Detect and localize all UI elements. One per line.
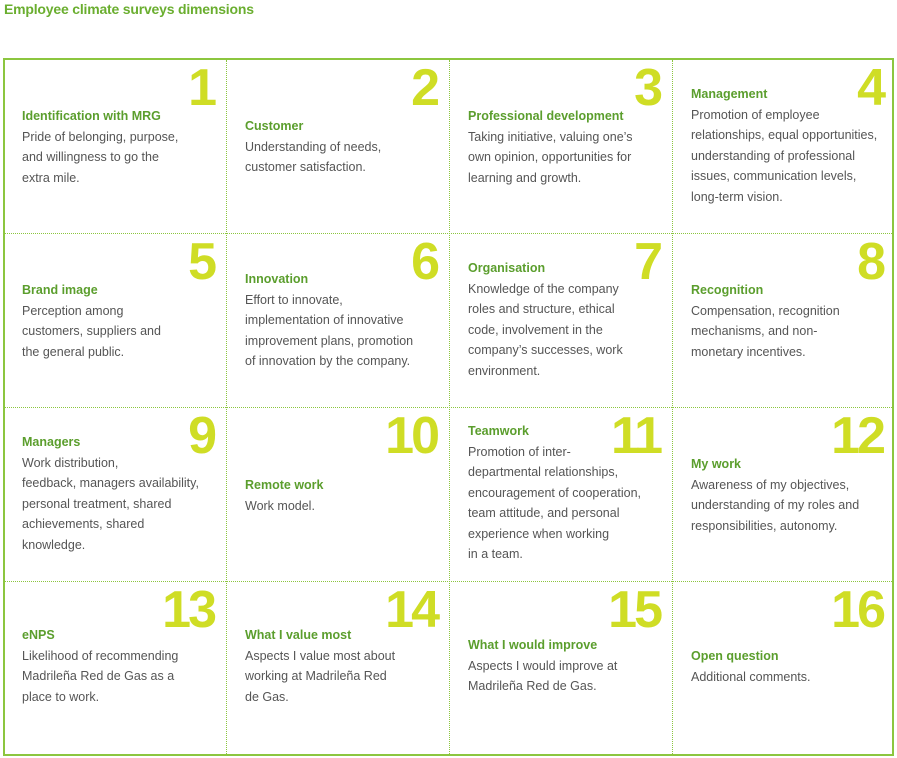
dimension-description-line: extra mile. (22, 170, 80, 185)
dimension-heading: Organisation (468, 261, 546, 275)
dimension-number: 6 (411, 233, 437, 291)
dimension-description-line: customer satisfaction. (245, 160, 366, 174)
dimension-description-line: company’s successes, work (468, 343, 623, 357)
dimension-description-line: knowledge. (22, 537, 86, 552)
dimension-heading: Customer (245, 119, 304, 133)
dimension-number: 4 (857, 59, 883, 117)
dimension-description-line: Promotion of employee (691, 107, 820, 122)
dimension-cell-15 (450, 580, 672, 754)
dimension-cell-8 (673, 232, 895, 406)
dimension-description-line: Aspects I would improve at (468, 658, 618, 673)
dimension-description-line: Work distribution, (22, 455, 119, 470)
dimension-description-line: de Gas. (245, 689, 289, 704)
dimension-number: 14 (385, 581, 437, 639)
dimension-number: 10 (385, 407, 437, 465)
dimension-description-line: Effort to innovate, (245, 292, 343, 307)
dimension-description-line: own opinion, opportunities for (468, 150, 632, 164)
dimension-description-line: environment. (468, 363, 541, 378)
dimension-number: 13 (162, 581, 214, 639)
dimension-description-line: Madrileña Red de Gas. (468, 679, 597, 693)
dimension-description-line: experience when working (468, 526, 610, 541)
dimension-heading: Innovation (245, 272, 309, 286)
dimension-description-line: Additional comments. (691, 669, 811, 684)
dimension-heading: My work (691, 457, 742, 471)
dimension-description-line: place to work. (22, 689, 100, 704)
dimension-heading: Recognition (691, 283, 764, 297)
dimension-description-line: the general public. (22, 344, 125, 359)
dimension-description-line: Aspects I value most about (245, 648, 396, 663)
dimension-description-line: Compensation, recognition (691, 303, 840, 318)
dimension-description-line: encouragement of cooperation, (468, 485, 642, 500)
dimension-cell-16 (673, 580, 895, 754)
dimension-description-line: Perception among (22, 303, 124, 318)
dimension-description-line: team attitude, and personal (468, 506, 620, 520)
dimension-number: 5 (188, 233, 214, 291)
dimension-heading: Identification with MRG (22, 109, 161, 123)
dimension-description-line: Understanding of needs, (245, 139, 382, 154)
dimension-cell-1 (4, 58, 226, 232)
dimension-description-line: departmental relationships, (468, 465, 619, 479)
dimension-description-line: in a team. (468, 547, 523, 561)
dimension-description-line: monetary incentives. (691, 344, 806, 359)
dimension-description-line: code, involvement in the (468, 322, 603, 337)
dimension-description-line: and willingness to go the (22, 150, 159, 164)
dimension-cell-11 (450, 406, 672, 580)
dimension-number: 15 (608, 581, 660, 639)
dimension-number: 11 (611, 407, 660, 465)
dimension-cell-7 (450, 232, 672, 406)
dimension-heading: Management (691, 87, 768, 101)
dimension-number: 3 (634, 59, 660, 117)
dimension-description-line: implementation of innovative (245, 313, 404, 327)
dimension-description-line: customers, suppliers and (22, 324, 161, 338)
dimension-number: 7 (634, 233, 660, 291)
dimension-number: 1 (188, 59, 214, 117)
dimension-description-line: issues, communication levels, (691, 169, 857, 183)
dimension-description-line: Madrileña Red de Gas as a (22, 669, 175, 683)
dimension-cell-5 (4, 232, 226, 406)
dimension-cell-6 (227, 232, 449, 406)
dimension-cell-3 (450, 58, 672, 232)
dimension-number: 12 (831, 407, 883, 465)
dimension-description-line: learning and growth. (468, 170, 582, 185)
dimension-description-line: relationships, equal opportunities, (691, 128, 878, 142)
dimension-description-line: responsibilities, autonomy. (691, 518, 838, 533)
dimension-description-line: Promotion of inter- (468, 444, 571, 459)
dimension-description-line: working at Madrileña Red (245, 669, 387, 683)
dimension-description-line: personal treatment, shared (22, 496, 172, 511)
dimension-heading: What I would improve (468, 638, 598, 652)
dimension-heading: Brand image (22, 283, 98, 297)
dimension-heading: What I value most (245, 628, 352, 642)
dimension-description-line: understanding of my roles and (691, 498, 860, 512)
dimension-heading: Managers (22, 435, 81, 449)
dimension-number: 9 (188, 407, 214, 465)
dimension-cell-13 (4, 580, 226, 754)
dimension-description-line: Pride of belonging, purpose, (22, 129, 179, 144)
dimension-description-line: achievements, shared (22, 517, 145, 531)
dimension-cell-12 (673, 406, 895, 580)
dimension-description-line: roles and structure, ethical (468, 302, 615, 316)
dimension-description-line: understanding of professional (691, 148, 856, 163)
dimension-heading: Remote work (245, 478, 324, 492)
dimension-cell-9 (4, 406, 226, 580)
dimension-description-line: Awareness of my objectives, (691, 477, 850, 492)
dimension-description-line: Taking initiative, valuing one’s (468, 129, 633, 144)
dimension-heading: Open question (691, 649, 779, 663)
dimension-cell-2 (227, 58, 449, 232)
dimension-description-line: feedback, managers availability, (22, 476, 199, 490)
dimension-number: 16 (831, 581, 883, 639)
dimension-number: 2 (411, 59, 437, 117)
dimension-description-line: long-term vision. (691, 189, 783, 204)
dimension-description-line: mechanisms, and non- (691, 324, 818, 338)
dimension-heading: Professional development (468, 109, 624, 123)
dimension-heading: Teamwork (468, 424, 529, 438)
dimension-description-line: Work model. (245, 498, 315, 513)
dimension-cell-14 (227, 580, 449, 754)
dimension-cell-4 (673, 58, 895, 232)
page-title: Employee climate surveys dimensions (4, 1, 254, 17)
dimension-description-line: Likelihood of recommending (22, 648, 179, 663)
dimension-description-line: improvement plans, promotion (245, 333, 414, 348)
dimension-cell-10 (227, 406, 449, 580)
dimension-description-line: Knowledge of the company (468, 281, 619, 296)
dimension-description-line: of innovation by the company. (245, 354, 411, 368)
dimension-number: 8 (857, 233, 883, 291)
dimension-heading: eNPS (22, 628, 55, 642)
